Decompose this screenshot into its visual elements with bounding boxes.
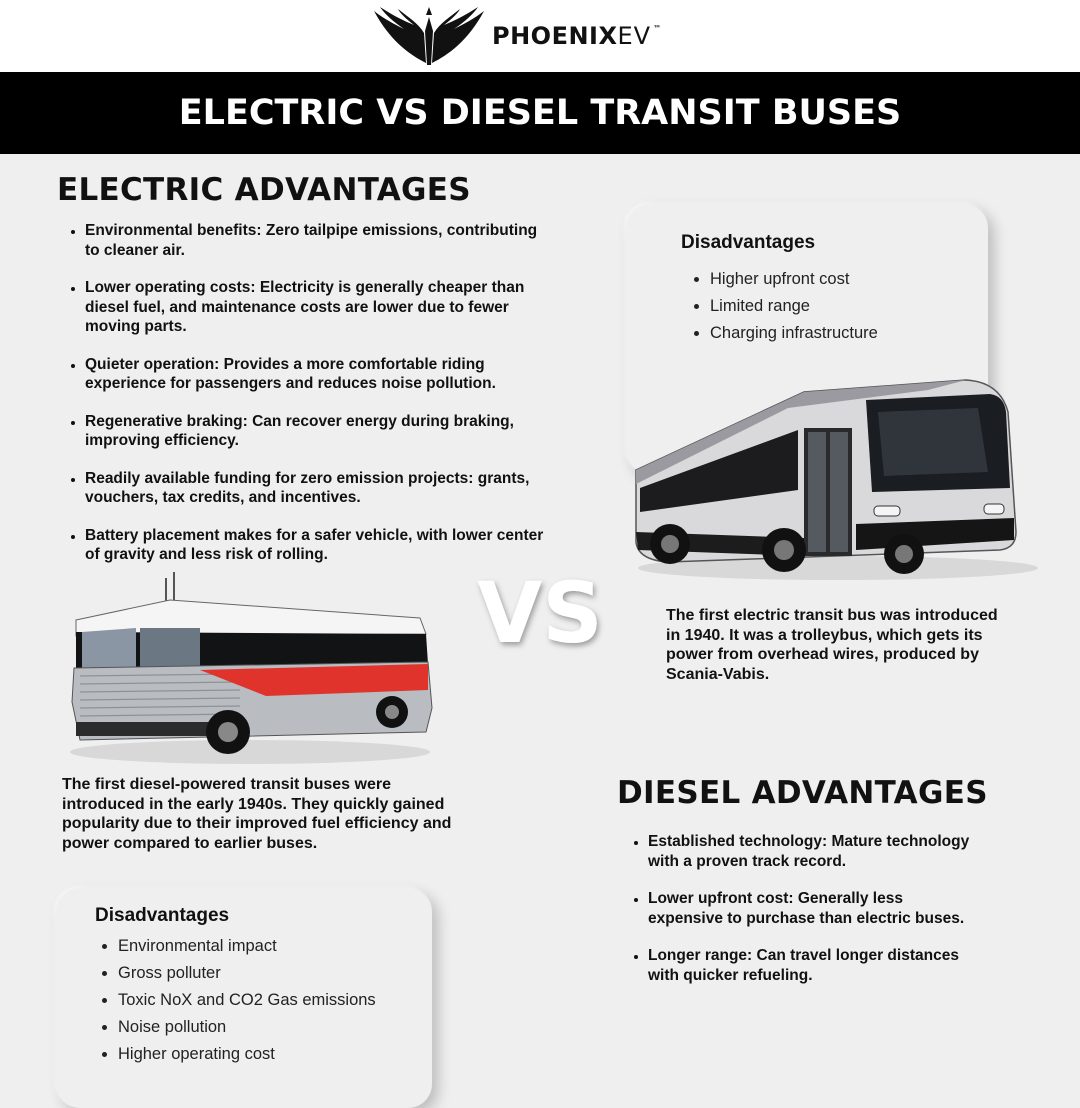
electric-advantages-heading: ELECTRIC ADVANTAGES (57, 172, 471, 208)
diesel-caption: The first diesel-powered transit buses were introduced in the early 1940s. They quickly gained popularity due to their improved fuel efficiency and power compared to earlier buses. (62, 776, 452, 852)
electric-advantages-list (57, 221, 545, 583)
diesel-bus-image (40, 572, 440, 772)
page-title: ELECTRIC VS DIESEL TRANSIT BUSES (178, 93, 902, 133)
list-item: • Environmental benefits: Zero tailpipe emissions, contributing to cleaner air. (85, 221, 545, 260)
list-item: • Regenerative braking: Can recover energy during braking, improving efficiency. (85, 412, 545, 451)
electric-caption: The first electric transit bus was introduced in 1940. It was a trolleybus, which gets its power from overhead wires, produced by Scania-Vabis. (666, 607, 998, 683)
list-item: • Established technology: Mature technology with a proven track record. (648, 832, 978, 871)
list-item: • Lower upfront cost: Generally less expensive to purchase than electric buses. (648, 889, 978, 928)
list-item: • Gross polluter (118, 960, 376, 987)
brand-logo (370, 2, 662, 70)
list-item: • Battery placement makes for a safer vehicle, with lower center of gravity and less risk of rolling. (85, 526, 545, 565)
list-item: • Higher upfront cost (710, 266, 878, 293)
list-item: • Longer range: Can travel longer distances with quicker refueling. (648, 946, 978, 985)
list-item: • Environmental impact (118, 933, 376, 960)
vs-mark (470, 566, 610, 676)
brand-suffix: EV (617, 22, 652, 50)
vs-text: VS (477, 566, 603, 662)
brand-wordmark (492, 22, 662, 50)
diesel-advantages-list (620, 832, 978, 1003)
electric-bus-image (628, 372, 1040, 584)
trademark-mark: ™ (653, 24, 662, 33)
diesel-disadvantages-card (56, 888, 432, 1108)
list-item: • Quieter operation: Provides a more comfortable riding experience for passengers and reduces noise pollution. (85, 355, 545, 394)
list-item: • Higher operating cost (118, 1041, 376, 1068)
list-item: • Readily available funding for zero emission projects: grants, vouchers, tax credits, and incentives. (85, 469, 545, 508)
title-band (0, 72, 1080, 154)
phoenix-wings-icon (370, 3, 488, 69)
list-item: • Noise pollution (118, 1014, 376, 1041)
diesel-disadvantages-list (96, 933, 376, 1068)
brand-name: PHOENIX (492, 22, 618, 50)
electric-disadvantages-title: Disadvantages (681, 232, 816, 253)
list-item: • Limited range (710, 293, 878, 320)
list-item: • Lower operating costs: Electricity is generally cheaper than diesel fuel, and maintenance costs are lower due to fewer moving parts. (85, 278, 545, 337)
list-item: • Charging infrastructure (710, 320, 878, 347)
electric-disadvantages-list (688, 266, 878, 347)
list-item: • Toxic NoX and CO2 Gas emissions (118, 987, 376, 1014)
diesel-advantages-heading: DIESEL ADVANTAGES (617, 775, 988, 811)
header (0, 0, 1080, 72)
diesel-disadvantages-title: Disadvantages (95, 905, 230, 926)
